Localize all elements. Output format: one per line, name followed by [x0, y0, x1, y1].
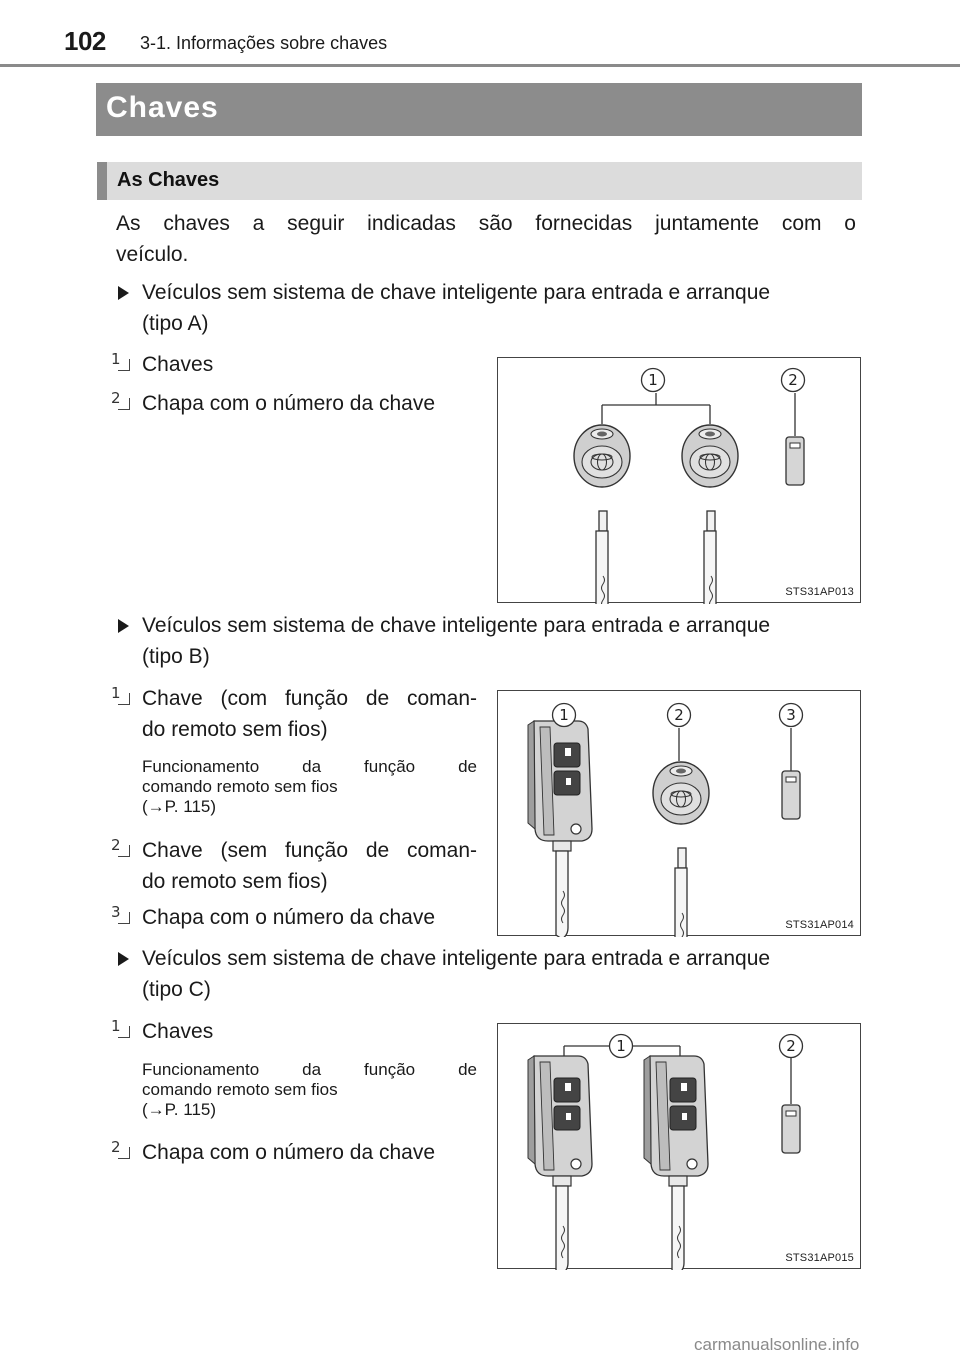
intro-line: veículo. [116, 243, 189, 266]
callout-label: 1 [559, 706, 569, 724]
figure-code: STS31AP013 [785, 586, 854, 598]
type-a-item-2: Chapa com o número da chave [142, 392, 436, 415]
type-c-note [142, 1060, 477, 1120]
note-line: comando remoto sem fios [142, 777, 338, 796]
figure-type-c [497, 1023, 861, 1269]
subsection-title-bar [97, 162, 862, 200]
triangle-bullet-icon [118, 619, 129, 633]
item-number-badge: 3 [108, 902, 130, 924]
item-number-badge: 1 [108, 1016, 130, 1038]
bullet-type-b [116, 610, 861, 674]
type-c-item-1: Chaves [142, 1020, 214, 1043]
figure-type-a [497, 357, 861, 603]
intro-paragraph [116, 208, 856, 270]
bullet-text-line: (tipo A) [142, 312, 209, 335]
triangle-bullet-icon [118, 952, 129, 966]
note-page-reference: (→P. 115) [142, 797, 217, 816]
callout-label: 1 [648, 371, 658, 389]
header-divider [0, 64, 960, 67]
callout-label: 1 [616, 1037, 626, 1055]
intro-line: As chaves a seguir indicadas são fornecidas juntamente com o [116, 212, 856, 235]
page-header [0, 0, 960, 68]
type-b-note [142, 757, 477, 817]
callout-label: 2 [788, 371, 798, 389]
note-page-reference: (→P. 115) [142, 1100, 217, 1119]
figure-code: STS31AP014 [785, 919, 854, 931]
bullet-text-line: (tipo C) [142, 978, 211, 1001]
item-number-badge: 1 [108, 349, 130, 371]
keys-illustration [498, 691, 862, 937]
item-number-badge: 1 [108, 683, 130, 705]
section-title: Chaves [106, 91, 219, 124]
section-title-bar [96, 83, 862, 136]
triangle-bullet-icon [118, 286, 129, 300]
section-reference: 3-1. Informações sobre chaves [140, 33, 388, 53]
bullet-text-line: Veículos sem sistema de chave inteligente para entrada e arranque [142, 947, 771, 970]
note-line: Funcionamento da função de [142, 757, 477, 776]
item-text-line: Chave (com função de coman- [142, 687, 477, 710]
bullet-text-line: (tipo B) [142, 645, 210, 668]
item-number-badge: 2 [108, 1137, 130, 1159]
bullet-text-line: Veículos sem sistema de chave inteligente para entrada e arranque [142, 281, 771, 304]
item-text-line: Chave (sem função de coman- [142, 839, 477, 862]
type-a-item-1: Chaves [142, 353, 214, 376]
watermark[interactable]: carmanualsonline.info [694, 1335, 860, 1354]
keys-illustration [498, 358, 862, 604]
callout-label: 2 [786, 1037, 796, 1055]
figure-code: STS31AP015 [785, 1252, 854, 1264]
bullet-text-line: Veículos sem sistema de chave inteligente para entrada e arranque [142, 614, 771, 637]
item-number-badge: 2 [108, 388, 130, 410]
callout-label: 3 [786, 706, 796, 724]
page-number: 102 [64, 26, 106, 56]
type-b-item-2 [142, 835, 477, 897]
note-line: Funcionamento da função de [142, 1060, 477, 1079]
type-b-item-3: Chapa com o número da chave [142, 906, 436, 929]
callout-label: 2 [674, 706, 684, 724]
figure-type-b [497, 690, 861, 936]
item-text-line: do remoto sem fios) [142, 718, 328, 741]
type-c-item-2: Chapa com o número da chave [142, 1141, 436, 1164]
item-number-badge: 2 [108, 835, 130, 857]
bullet-type-a [116, 277, 861, 341]
keys-illustration [498, 1024, 862, 1270]
note-line: comando remoto sem fios [142, 1080, 338, 1099]
item-text-line: do remoto sem fios) [142, 870, 328, 893]
type-b-item-1 [142, 683, 477, 745]
bullet-type-c [116, 943, 861, 1007]
subsection-title: As Chaves [117, 169, 220, 191]
